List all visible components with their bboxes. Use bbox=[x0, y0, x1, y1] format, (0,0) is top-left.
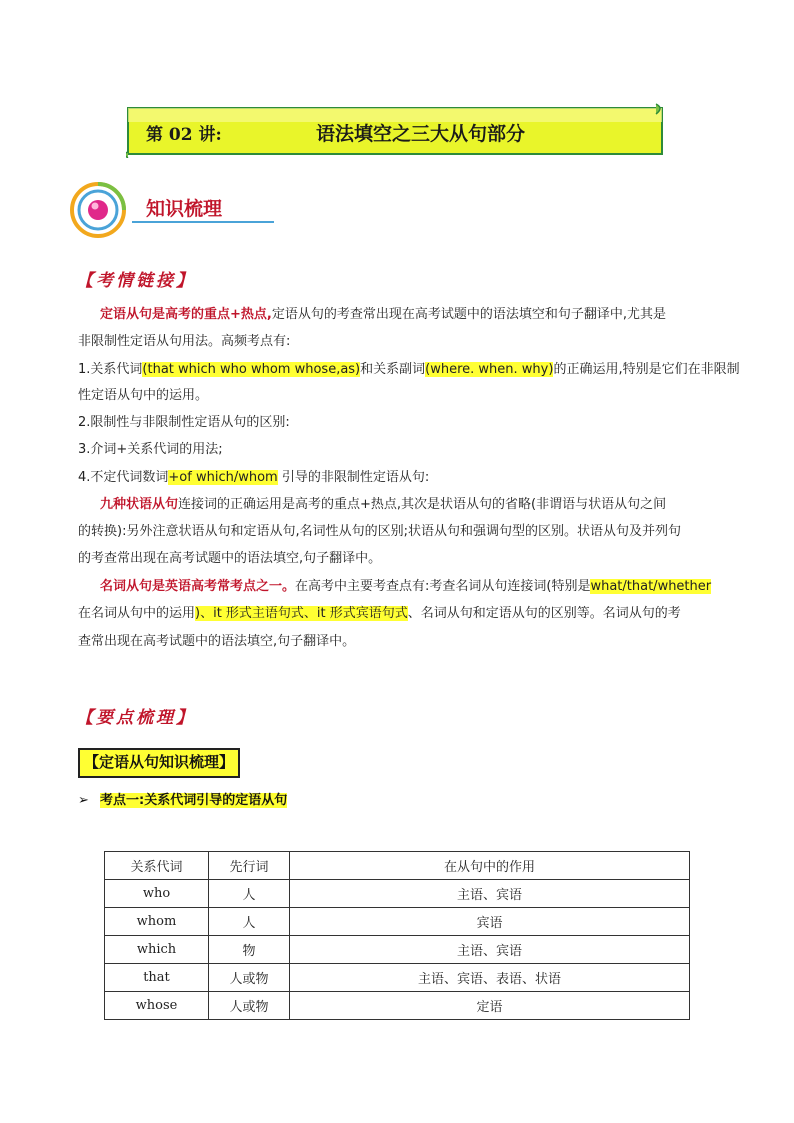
lesson-banner bbox=[126, 102, 664, 156]
exam-para-3-text: 在高考中主要考查点有:考查名词从句连接词(特别是 bbox=[295, 579, 591, 594]
table-cell: 定语 bbox=[290, 992, 690, 1020]
exam-item-1-line2: 性定语从句中的运用。 bbox=[78, 388, 209, 403]
table-cell: 主语、宾语 bbox=[290, 936, 690, 964]
exam-para-3-line2 bbox=[78, 605, 681, 623]
noun-clause-highlight: 名词从句是英语高考常考点之一。 bbox=[100, 579, 296, 594]
relative-adverbs-highlight: (where. when. why) bbox=[425, 362, 554, 377]
what-that-whether-highlight: what/that/whether bbox=[590, 579, 712, 594]
exam-para-2-text: 连接词的正确运用是高考的重点+热点,其次是状语从句的省略(非谓语与状语从句之间 bbox=[178, 497, 667, 512]
table-header-cell: 先行词 bbox=[209, 852, 290, 880]
exam-para-1-highlight: 定语从句是高考的重点+热点, bbox=[100, 307, 272, 322]
table-cell: 人或物 bbox=[209, 992, 290, 1020]
table-row bbox=[105, 992, 690, 1020]
table-cell: 物 bbox=[209, 936, 290, 964]
exam-item-1-prefix: 1.关系代词 bbox=[78, 362, 143, 377]
exam-item-1-mid: 和关系副词 bbox=[360, 362, 426, 377]
table-cell: who bbox=[105, 880, 209, 908]
exam-para-1 bbox=[100, 306, 666, 324]
exam-para-2 bbox=[100, 496, 666, 514]
table-cell: 人或物 bbox=[209, 964, 290, 992]
exam-para-3 bbox=[100, 578, 711, 596]
key-points-heading: 【要点梳理】 bbox=[76, 708, 196, 728]
lesson-number: 第 02 讲: bbox=[146, 125, 222, 145]
table-cell: that bbox=[105, 964, 209, 992]
table-cell: 主语、宾语 bbox=[290, 880, 690, 908]
table-row bbox=[105, 936, 690, 964]
exam-para-3-line3: 查常出现在高考试题中的语法填空,句子翻译中。 bbox=[78, 634, 356, 649]
exam-para-3-line2-b: 、名词从句和定语从句的区别等。名词从句的考 bbox=[407, 606, 681, 621]
table-cell: 主语、宾语、表语、状语 bbox=[290, 964, 690, 992]
exam-item-4-prefix: 4.不定代词数词 bbox=[78, 470, 169, 485]
table-cell: which bbox=[105, 936, 209, 964]
table-cell: whom bbox=[105, 908, 209, 936]
point-one-label: 考点一:关系代词引导的定语从句 bbox=[100, 793, 288, 808]
exam-item-1-suffix: 的正确运用,特别是它们在非限制 bbox=[553, 362, 740, 377]
exam-para-2-line3: 的考查常出现在高考试题中的语法填空,句子翻译中。 bbox=[78, 551, 382, 566]
exam-item-1 bbox=[78, 361, 740, 379]
table-header-cell: 在从句中的作用 bbox=[290, 852, 690, 880]
adverbial-clause-highlight: 九种状语从句 bbox=[100, 497, 179, 512]
exam-para-2-line2: 的转换):另外注意状语从句和定语从句,名词性从句的区别;状语从句和强调句型的区别。状语从句及并列句 bbox=[78, 524, 681, 539]
table-row bbox=[105, 908, 690, 936]
table-cell: 宾语 bbox=[290, 908, 690, 936]
exam-item-4 bbox=[78, 469, 429, 487]
table-header-cell: 关系代词 bbox=[105, 852, 209, 880]
table-cell: 人 bbox=[209, 908, 290, 936]
point-one bbox=[78, 789, 287, 808]
lesson-title: 语法填空之三大从句部分 bbox=[316, 123, 526, 145]
attributive-clause-heading: 【定语从句知识梳理】 bbox=[78, 748, 240, 778]
exam-item-3: 3.介词+关系代词的用法; bbox=[78, 442, 223, 457]
knowledge-header bbox=[68, 180, 278, 240]
it-structures-highlight: )、it 形式主语句式、it 形式宾语句式 bbox=[195, 606, 408, 621]
table-row bbox=[105, 964, 690, 992]
exam-para-1-line2: 非限制性定语从句用法。高频考点有: bbox=[78, 334, 291, 349]
exam-item-2: 2.限制性与非限制性定语从句的区别: bbox=[78, 415, 290, 430]
of-which-highlight: +of which/whom bbox=[168, 470, 278, 485]
table-row bbox=[105, 880, 690, 908]
table-cell: 人 bbox=[209, 880, 290, 908]
table-header-row bbox=[105, 852, 690, 880]
exam-item-4-suffix: 引导的非限制性定语从句: bbox=[277, 470, 430, 485]
relative-pronoun-table bbox=[104, 851, 690, 1020]
header-underline bbox=[132, 221, 274, 223]
target-ball-icon bbox=[68, 180, 138, 240]
exam-para-1-text: 定语从句的考查常出现在高考试题中的语法填空和句子翻译中,尤其是 bbox=[271, 307, 666, 322]
arrow-bullet-icon: ➢ bbox=[78, 793, 89, 808]
exam-link-heading: 【考情链接】 bbox=[76, 271, 196, 291]
relative-pronouns-highlight: (that which who whom whose,as) bbox=[142, 362, 361, 377]
knowledge-title: 知识梳理 bbox=[146, 198, 223, 220]
table-cell: whose bbox=[105, 992, 209, 1020]
exam-para-3-line2-a: 在名词从句中的运用 bbox=[78, 606, 196, 621]
